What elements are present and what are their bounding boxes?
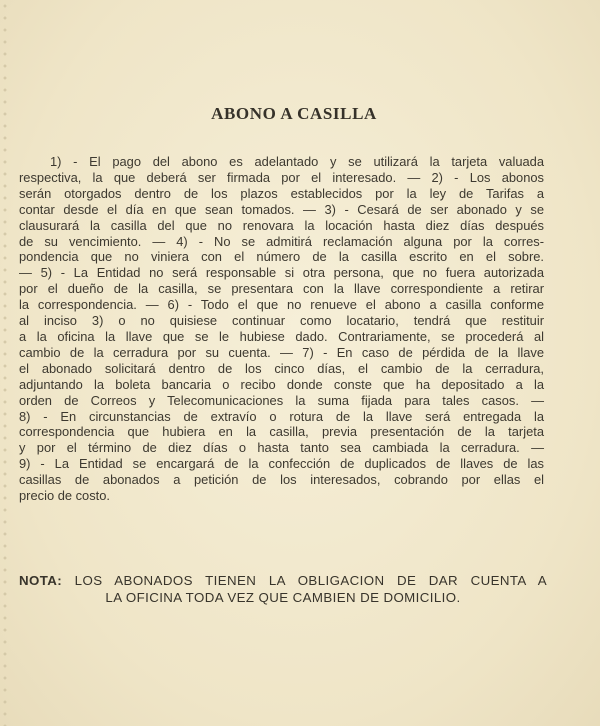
terms-line: adjuntando la boleta bancaria o recibo donde conste que ha depositado a la	[19, 376, 544, 392]
nota-block	[19, 572, 547, 606]
nota-label: NOTA:	[19, 573, 63, 588]
terms-line: serán otorgados dentro de los plazos establecidos por la ley de Tarifas a	[19, 185, 544, 201]
terms-line: 9) - La Entidad se encargará de la confección de duplicados de llaves de las	[19, 456, 544, 472]
terms-line: orden de Correos y Telecomunicaciones la suma fijada para tales casos. —	[19, 392, 544, 408]
terms-line: al inciso 3) o no quisiese continuar como locatario, tendrá que restituir	[19, 313, 544, 329]
terms-line: y por el término de diez días o hasta tanto sea cambiada la cerradura. —	[19, 440, 544, 456]
terms-line: de su vencimiento. — 4) - No se admitirá reclamación alguna por la corres-	[19, 233, 544, 249]
terms-line: 8) - En circunstancias de extravío o rotura de la llave será entregada la	[19, 408, 544, 424]
terms-line: el abonado solicitará dentro de los cinco días, el cambio de la cerradura,	[19, 360, 544, 376]
terms-line: cambio de la cerradura por su cuenta. — 7) - En caso de pérdida de la llave	[19, 344, 544, 360]
terms-line: por el dueño de la casilla, se presentara con la llave correspondiente a retirar	[19, 281, 544, 297]
terms-line: precio de costo.	[19, 488, 111, 504]
terms-line: pondencia que no viniera con el número de la casilla escrito en el sobre.	[19, 249, 544, 265]
document-title: ABONO A CASILLA	[211, 104, 377, 123]
nota-line-2: LA OFICINA TODA VEZ QUE CAMBIEN DE DOMICILIO.	[105, 590, 461, 605]
terms-line: contar desde el día en que sean tomados. — 3) - Cesará de ser abonado y se	[19, 201, 544, 217]
terms-line: clausurará la casilla del que no renovara la locación hasta diez días después	[19, 217, 544, 233]
terms-line: la correspondencia. — 6) - Todo el que no renueve el abono a casilla conforme	[19, 297, 544, 313]
terms-line: respectiva, la que deberá ser firmada por el interesado. — 2) - Los abonos	[19, 169, 544, 185]
terms-paragraph	[19, 154, 544, 504]
terms-line: correspondencia que hubiera en la casilla, previa presentación de la tarjeta	[19, 424, 544, 440]
nota-line-1-text: LOS ABONADOS TIENEN LA OBLIGACION DE DAR CUENTA A	[74, 573, 547, 588]
terms-line: — 5) - La Entidad no será responsable si otra persona, que no fuera autorizada	[19, 265, 544, 281]
terms-line: a la oficina la llave que se le hubiese dado. Contrariamente, se procederá al	[19, 328, 544, 344]
nota-line-1	[19, 572, 547, 589]
terms-line: casillas de abonados a petición de los interesados, cobrando por ellas el	[19, 472, 544, 488]
terms-line: 1) - El pago del abono es adelantado y se utilizará la tarjeta valuada	[50, 154, 544, 169]
